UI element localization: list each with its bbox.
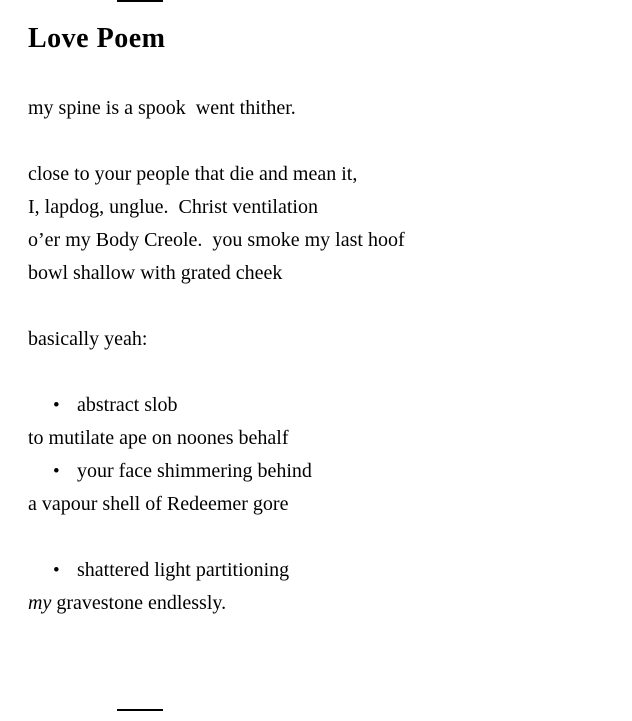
poem-text: a vapour shell of Redeemer gore [28,493,289,515]
poem-line [28,224,602,257]
poem-blank-line [28,521,602,554]
bullet-icon: • [53,395,60,416]
poem-text: close to your people that die and mean it, [28,163,358,185]
poem-line [28,191,602,224]
bullet-icon: • [53,461,60,482]
poem-blank-line [28,356,602,389]
poem-line [28,158,602,191]
poem-text: your face shimmering behind [77,460,312,482]
poem-text: gravestone endlessly. [51,592,227,614]
poem-text: I, lapdog, unglue. Christ ventilation [28,196,318,218]
top-edge-mark [117,0,163,2]
poem-line [28,488,602,521]
poem-line [28,257,602,290]
poem-text: to mutilate ape on noones behalf [28,427,289,449]
poem-text: shattered light partitioning [77,559,290,581]
poem-line [28,323,602,356]
bullet-icon: • [53,560,60,581]
poem-text: o’er my Body Creole. you smoke my last hoof [28,229,405,251]
poem-text: basically yeah: [28,328,148,350]
poem-bullet-line [28,389,602,422]
poem-line [28,422,602,455]
poem-blank-line [28,290,602,323]
poem-text: my spine is a spook went thither. [28,97,296,119]
poem-body [28,92,602,620]
poem-word-italic: my [28,592,52,614]
poem-text: bowl shallow with grated cheek [28,262,283,284]
poem-title: Love Poem [28,23,166,54]
poem-text: abstract slob [77,394,178,416]
poem-line [28,92,602,125]
poem-blank-line [28,125,602,158]
bottom-edge-mark [117,709,163,711]
poem-bullet-line [28,554,602,587]
poem-bullet-line [28,455,602,488]
poem-line [28,587,602,620]
